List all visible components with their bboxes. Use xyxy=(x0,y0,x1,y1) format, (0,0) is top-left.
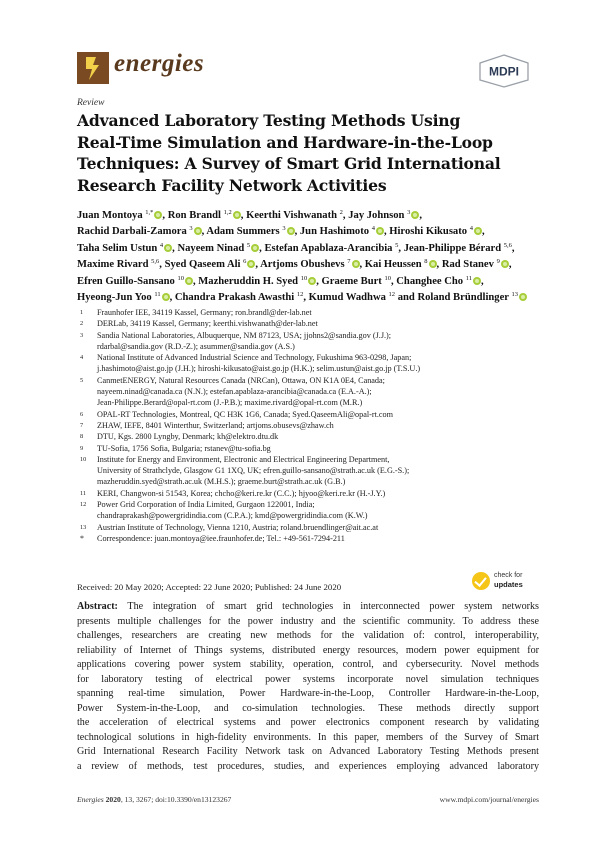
affiliation-line: Jean-Philippe.Berard@opal-rt.com (J.-P.B.); maxime.rivard@opal-rt.com (M.R.) xyxy=(97,398,363,408)
orcid-icon[interactable] xyxy=(162,293,170,301)
footer-doi: , 13, 3267; doi:10.3390/en13123267 xyxy=(120,795,232,804)
affiliation-item xyxy=(77,431,547,442)
author-affiliation-ref: 6 xyxy=(243,258,247,266)
author-affiliation-ref: 3 xyxy=(407,209,411,216)
author-affiliation-ref: 1,2 xyxy=(223,209,232,216)
affiliation-text xyxy=(97,318,547,329)
footer-url[interactable]: www.mdpi.com/journal/energies xyxy=(439,795,539,804)
affiliation-number: 8 xyxy=(80,433,84,441)
author-affiliation-ref: 11 xyxy=(154,291,161,299)
title-line: Techniques: A Survey of Smart Grid International xyxy=(77,154,501,174)
author-name: Rachid Darbali-Zamora xyxy=(77,226,187,238)
abstract-line: technological solutions in high-fidelity environments. In this paper, members of the Survey of Smart xyxy=(77,731,539,743)
author-name: Kai Heussen xyxy=(364,259,422,271)
author-name: Taha Selim Ustun xyxy=(77,242,158,254)
author-line: Rachid Darbali-Zamora $^3$ , Adam Summers $^3$ , Jun Hashimoto $^4$ , Hiroshi Kikusato $^4$ , xyxy=(77,225,485,238)
affiliation-item xyxy=(77,307,547,318)
author-affiliation-ref: 10 xyxy=(177,274,184,282)
author-name: Nayeem Ninad xyxy=(177,242,245,254)
author-name: Hiroshi Kikusato xyxy=(389,226,468,238)
author-affiliation-ref: 10 xyxy=(300,274,308,282)
abstract-line: spanning real-time simulation, Power Hardware-in-the-Loop, Controller Hardware-in-the-Loop, xyxy=(77,688,539,699)
footer-journal: Energies xyxy=(77,795,104,804)
author-name: Changhee Cho xyxy=(396,275,464,287)
author-name: Ron Brandl xyxy=(167,210,221,221)
abstract-line: for laboratory testing of electrical power systems incorporate novel simulation techniques xyxy=(77,673,539,685)
author-name: Efren Guillo-Sansano xyxy=(77,275,175,287)
affiliation-number: 9 xyxy=(80,444,84,452)
orcid-icon[interactable] xyxy=(308,277,316,285)
author-affiliation-ref: 1,* xyxy=(145,209,154,216)
journal-logo-text: energies xyxy=(114,50,205,77)
affiliation-line: National Institute of Advanced Industrial Science and Technology, Fukushima 963-0298, Japan; xyxy=(97,353,412,363)
affiliation-line: mazheruddin.syed@strath.ac.uk (M.H.S.); graeme.burt@strath.ac.uk (G.B.) xyxy=(97,477,346,487)
affiliation-number: 4 xyxy=(80,354,84,362)
abstract-line: presents multiple challenges for the power industry and the scientific community. To address these xyxy=(77,615,539,627)
author-affiliation-ref: 5,6 xyxy=(503,241,512,249)
affiliation-number: 11 xyxy=(80,489,87,497)
affiliation-number: 10 xyxy=(80,455,87,463)
author-name: Jun Hashimoto xyxy=(299,226,370,238)
author-affiliation-ref: 13 xyxy=(511,291,518,299)
affiliation-number: 7 xyxy=(80,421,84,429)
author-affiliation-ref: 3 xyxy=(282,225,286,233)
title-line: Real-Time Simulation and Hardware-in-the-Loop xyxy=(77,132,493,152)
orcid-icon[interactable] xyxy=(429,260,437,268)
affiliation-text xyxy=(97,431,547,442)
abstract-line xyxy=(77,600,539,615)
orcid-icon[interactable] xyxy=(233,211,241,219)
publication-dates: Received: 20 May 2020; Accepted: 22 June 2020; Published: 24 June 2020 xyxy=(77,582,342,592)
affiliation-number: 5 xyxy=(80,376,84,384)
author-affiliation-ref: 9 xyxy=(496,258,500,266)
orcid-icon[interactable] xyxy=(251,244,259,252)
author-name: Estefan Apablaza-Arancibia xyxy=(264,242,393,254)
author-affiliation-ref: 4 xyxy=(469,225,473,233)
author-list xyxy=(77,206,547,304)
affiliation-line: Austrian Institute of Technology, Vienna 1210, Austria; roland.bruendlinger@ait.ac.at xyxy=(97,522,379,532)
affiliation-line: KERI, Changwon-si 51543, Korea; chcho@keri.re.kr (C.C.); hjyoo@keri.re.kr (H.-J.Y.) xyxy=(97,488,386,498)
author-affiliation-ref: 4 xyxy=(159,241,164,249)
affiliation-item xyxy=(77,409,547,420)
author-affiliation-ref: 3 xyxy=(189,225,193,233)
affiliation-line: CanmetENERGY, Natural Resources Canada (NRCan), Ottawa, ON K1A 0E4, Canada; xyxy=(97,375,385,385)
orcid-icon[interactable] xyxy=(473,277,481,285)
author-name: Roland Bründlinger xyxy=(417,292,509,304)
author-name: Mazheruddin H. Syed xyxy=(198,275,299,287)
affiliation-line: DERLab, 34119 Kassel, Germany; keerthi.vishwanath@der-lab.net xyxy=(97,319,318,329)
affiliation-text xyxy=(97,330,547,353)
orcid-icon[interactable] xyxy=(185,277,193,285)
affiliation-text xyxy=(97,443,547,454)
affiliation-line: DTU, Kgs. 2800 Lyngby, Denmark; kh@elektro.dtu.dk xyxy=(97,432,279,442)
abstract-line: challenges, researchers are creating new methods for the validation of: control, interoperability, xyxy=(77,630,539,641)
author-line: Maxime Rivard $^{5,6}$, Syed Qaseem Ali $^6$ , Artjoms Obushevs $^7$ , Kai Heussen $^8$ , Rad Stanev $^9$ , xyxy=(77,258,512,271)
affiliation-line: Correspondence: juan.montoya@iee.fraunhofer.de; Tel.: +49-561-7294-211 xyxy=(97,533,345,543)
author-line: Juan Montoya $^{1,*}$ , Ron Brandl $^{1,2}$ , Keerthi Vishwanath $^2$, Jay Johnson $^3$ , xyxy=(77,209,423,221)
author-line: Taha Selim Ustun $^4$ , Nayeem Ninad $^5$ , Estefan Apablaza-Arancibia $^5$, Jean-Philippe Bérard $^{5,6}$, xyxy=(77,241,515,254)
affiliation-text xyxy=(97,499,547,522)
author-name: Graeme Burt xyxy=(321,275,382,287)
affiliation-number: 3 xyxy=(80,331,84,339)
affiliation-text xyxy=(97,533,547,544)
footer-citation xyxy=(77,795,231,804)
affiliation-text xyxy=(97,522,547,533)
author-name: Artjoms Obushevs xyxy=(260,259,345,271)
affiliation-line: OPAL-RT Technologies, Montreal, QC H3K 1G6, Canada; Syed.QaseemAli@opal-rt.com xyxy=(97,409,394,419)
affiliation-item xyxy=(77,454,547,488)
author-affiliation-ref: 12 xyxy=(388,291,396,299)
affiliation-item xyxy=(77,375,547,409)
author-affiliation-ref: 11 xyxy=(465,274,473,282)
orcid-icon[interactable] xyxy=(474,227,482,235)
affiliation-line: Fraunhofer IEE, 34119 Kassel, Germany; ron.brandl@der-lab.net xyxy=(97,308,312,317)
affiliation-line: Institute for Energy and Environment, Electronic and Electrical Engineering Department, xyxy=(97,454,390,464)
title-line: Research Facility Network Activities xyxy=(77,175,387,195)
lightning-bolt-icon xyxy=(77,52,109,84)
affiliation-number: 2 xyxy=(80,320,84,328)
check-updates-icon xyxy=(472,572,490,590)
author-name: Juan Montoya xyxy=(77,210,143,221)
affiliation-item xyxy=(77,499,547,522)
abstract-line: applications covering power system stability, operation, control, and cybersecurity. Novel methods xyxy=(77,659,539,670)
author-name: Jay Johnson xyxy=(348,210,405,221)
mdpi-logo xyxy=(478,54,530,88)
author-affiliation-ref: 2 xyxy=(339,209,343,216)
affiliation-line: TU-Sofia, 1756 Sofia, Bulgaria; rstanev@tu-sofia.bg xyxy=(97,443,271,453)
author-affiliation-ref: 5 xyxy=(246,241,251,249)
affiliation-line: nayeem.ninad@canada.ca (N.N.); estefan.apablaza-arancibia@canada.ca (E.A.-A.); xyxy=(97,387,372,397)
author-affiliation-ref: 10 xyxy=(384,274,391,282)
affiliation-number: 6 xyxy=(80,410,84,418)
affiliations-list xyxy=(77,307,547,544)
author-line: Hyeong-Jun Yoo $^{11}$ , Chandra Prakash Awasthi $^{12}$, Kumud Wadhwa $^{12}$ and Roland Bründlinger $^{13}$ xyxy=(77,288,547,304)
author-affiliation-ref: 7 xyxy=(347,258,351,266)
abstract-text: The integration of smart grid technologies in interconnected power system networks xyxy=(117,601,539,612)
check-updates-label: updates xyxy=(494,580,523,589)
affiliation-text xyxy=(97,307,547,318)
author-name: Hyeong-Jun Yoo xyxy=(77,292,152,304)
affiliation-text xyxy=(97,488,547,499)
affiliation-item xyxy=(77,420,547,431)
footer-year: 2020 xyxy=(105,795,121,804)
orcid-icon[interactable] xyxy=(194,227,202,235)
author-name: Maxime Rivard xyxy=(77,259,149,271)
affiliation-line: j.hashimoto@aist.go.jp (J.H.); hiroshi-kikusato@aist.go.jp (H.K.); selim.ustun@aist.go.jp (T.S.U.) xyxy=(97,364,421,374)
abstract-line: the acceleration of electrical systems and power electronics component research by validating xyxy=(77,717,539,728)
abstract-line: a review of methods, test procedures, studies, and experiences employing advanced laboratory xyxy=(77,760,539,772)
affiliation-item xyxy=(77,330,547,353)
affiliation-line: ZHAW, IEFE, 8401 Winterthur, Switzerland; artjoms.obusevs@zhaw.ch xyxy=(97,420,334,430)
affiliation-item xyxy=(77,318,547,329)
orcid-icon[interactable] xyxy=(164,244,172,252)
check-updates-label: check for xyxy=(494,572,523,579)
check-for-updates-button[interactable] xyxy=(472,570,542,596)
journal-logo-icon xyxy=(77,52,109,84)
orcid-icon[interactable] xyxy=(501,260,509,268)
author-line: Efren Guillo-Sansano $^{10}$ , Mazheruddin H. Syed $^{10}$ , Graeme Burt $^{10}$, Changhee Cho $^{11}$ , xyxy=(77,274,484,287)
abstract-line: reliability of Internet of Things systems, distributed energy resources, modern power equipment for xyxy=(77,644,539,656)
author-name: Chandra Prakash Awasthi xyxy=(174,292,295,304)
author-name: Jean-Philippe Bérard xyxy=(403,242,502,254)
orcid-icon[interactable] xyxy=(154,211,162,219)
author-affiliation-ref: 5 xyxy=(395,241,399,249)
affiliation-line: Sandia National Laboratories, Albuquerque, NM 87123, USA; jjohns2@sandia.gov (J.J.); xyxy=(97,330,392,340)
abstract-line: Power System-in-the-Loop, and co-simulation technologies. These methods directly support xyxy=(77,702,539,714)
affiliation-line: rdarbal@sandia.gov (R.D.-Z.); asummer@sandia.gov (A.S.) xyxy=(97,341,295,351)
mdpi-logo-text: MDPI xyxy=(489,64,519,79)
orcid-icon[interactable] xyxy=(247,260,255,268)
affiliation-text xyxy=(97,375,547,409)
abstract-line: Grid International Research Facility Network task on Advanced Laboratory Testing Methods present xyxy=(77,746,539,757)
author-name: Kumud Wadhwa xyxy=(308,292,386,304)
affiliation-item xyxy=(77,522,547,533)
author-affiliation-ref: 8 xyxy=(424,258,428,266)
abstract xyxy=(77,600,539,774)
affiliation-number: 1 xyxy=(80,309,84,316)
author-affiliation-ref: 4 xyxy=(371,225,375,233)
affiliation-line: chandraprakash@powergridindia.com (C.P.A.); kmd@powergridindia.com (K.W.) xyxy=(97,511,368,521)
affiliation-text xyxy=(97,352,547,375)
author-name: Keerthi Vishwanath xyxy=(246,210,338,221)
article-title xyxy=(77,110,547,196)
abstract-label: Abstract: xyxy=(77,601,118,612)
affiliation-item xyxy=(77,443,547,454)
orcid-icon[interactable] xyxy=(352,260,360,268)
affiliation-line: University of Strathclyde, Glasgow G1 1XQ, UK; efren.guillo-sansano@strath.ac.uk (E.G.-S.); xyxy=(97,466,410,476)
affiliation-item xyxy=(77,533,547,544)
author-name: Rad Stanev xyxy=(441,259,494,271)
affiliation-item xyxy=(77,352,547,375)
affiliation-text xyxy=(97,420,547,431)
orcid-icon[interactable] xyxy=(376,227,384,235)
affiliation-text xyxy=(97,409,547,420)
affiliation-number: 12 xyxy=(80,501,87,509)
affiliation-text xyxy=(97,454,547,488)
title-line: Advanced Laboratory Testing Methods Using xyxy=(77,111,461,130)
orcid-icon[interactable] xyxy=(519,293,527,301)
orcid-icon[interactable] xyxy=(411,211,419,219)
affiliation-line: Power Grid Corporation of India Limited, Gurgaon 122001, India; xyxy=(97,500,315,510)
author-affiliation-ref: 5,6 xyxy=(151,258,160,266)
author-name: Syed Qaseem Ali xyxy=(164,259,241,271)
orcid-icon[interactable] xyxy=(287,227,295,235)
affiliation-number: 13 xyxy=(80,523,87,531)
article-type: Review xyxy=(77,98,105,108)
affiliation-item xyxy=(77,488,547,499)
author-affiliation-ref: 12 xyxy=(296,291,304,299)
affiliation-number: * xyxy=(80,533,84,543)
author-name: Adam Summers xyxy=(206,226,280,238)
